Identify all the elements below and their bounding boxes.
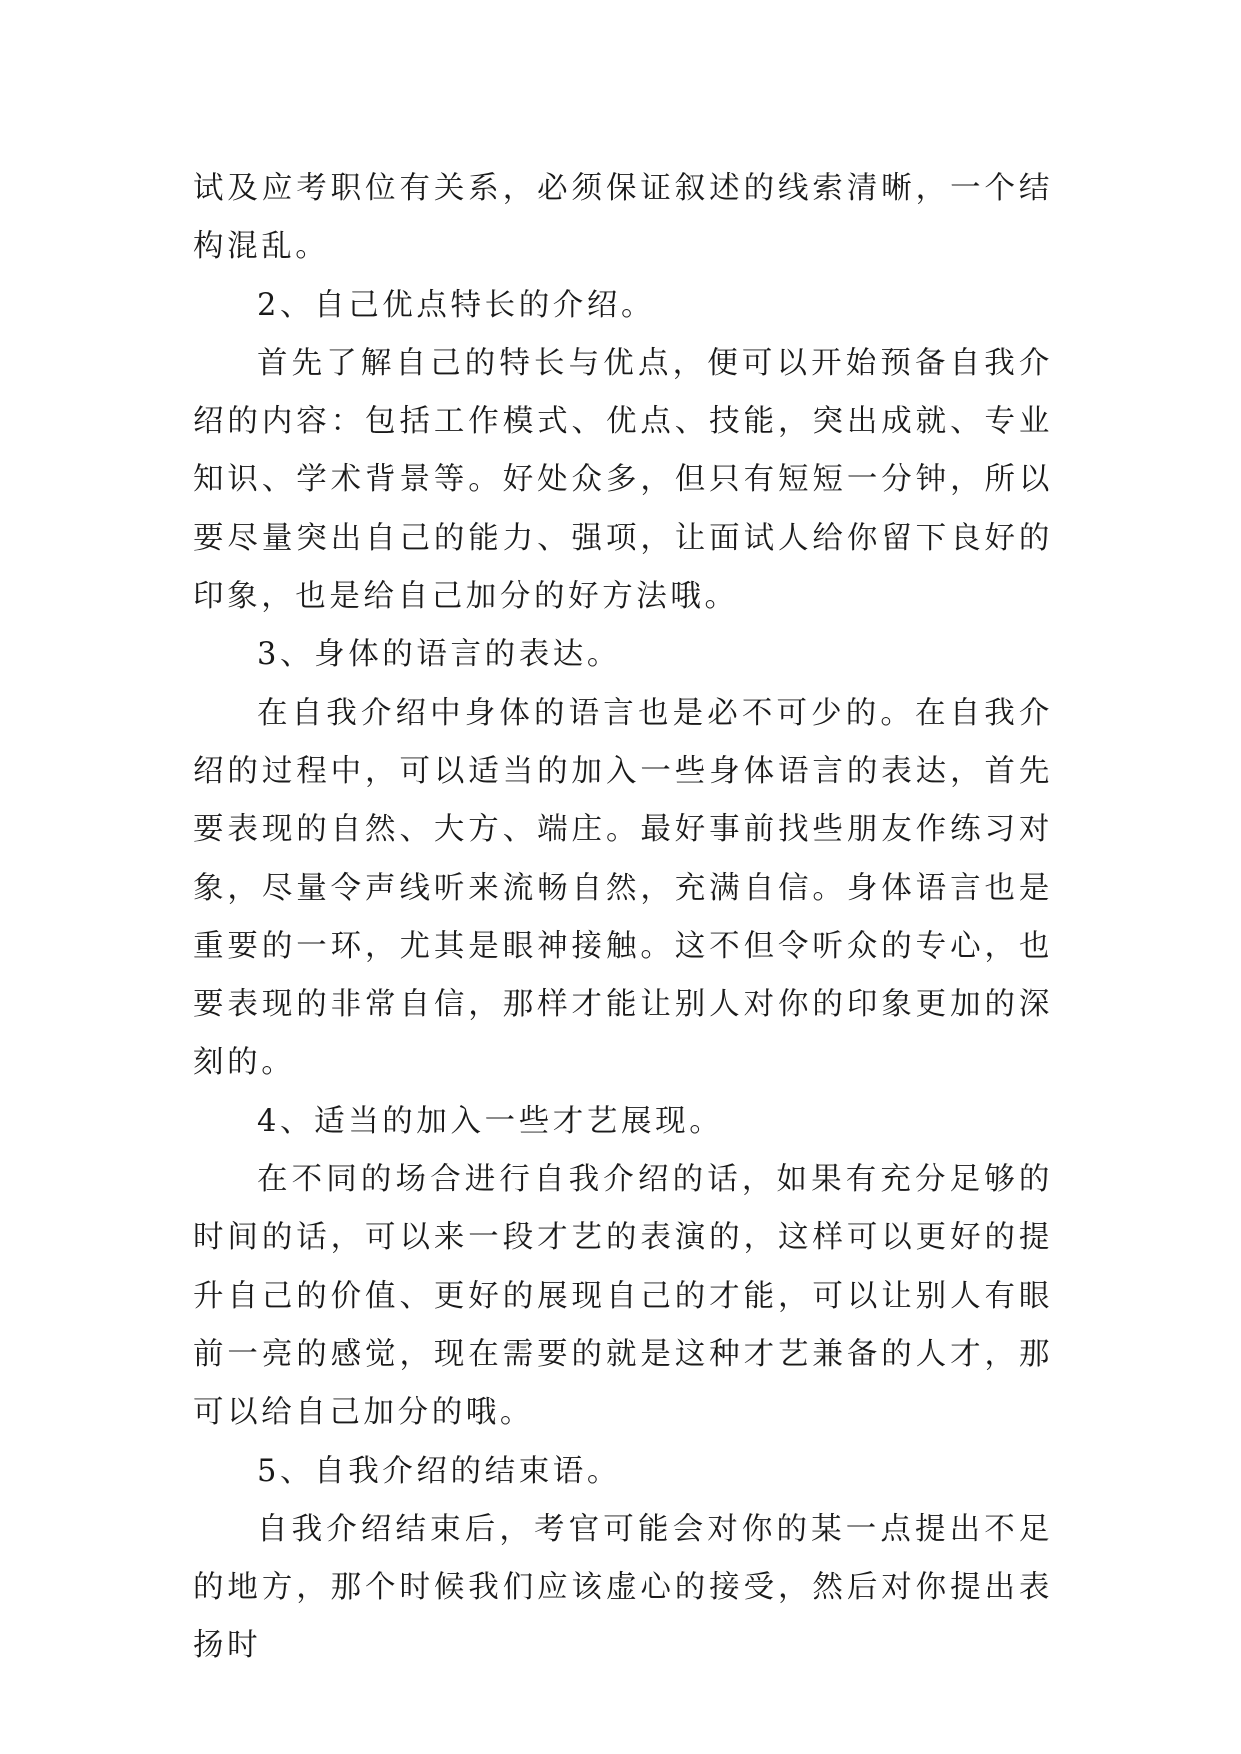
paragraph-talent: 在不同的场合进行自我介绍的话，如果有充分足够的时间的话，可以来一段才艺的表演的，这样可以更好的提升自己的价值、更好的展现自己的才能，可以让别人有眼前一亮的感觉，现在需要的就是这种才艺兼备的人才，那可以给自己加分的哦。	[193, 1162, 1053, 1431]
section-heading-closing: 5、自我介绍的结束语。	[257, 1453, 622, 1489]
document-body	[193, 160, 1053, 1676]
paragraph-closing: 自我介绍结束后，考官可能会对你的某一点提出不足的地方，那个时候我们应该虚心的接受，然后对你提出表扬时	[193, 1511, 1053, 1664]
paragraph-body-language: 在自我介绍中身体的语言也是必不可少的。在自我介绍的过程中，可以适当的加入一些身体语言的表达，首先要表现的自然、大方、端庄。最好事前找些朋友作练习对象，尽量令声线听来流畅自然，充满自信。身体语言也是重要的一环，尤其是眼神接触。这不但令听众的专心，也要表现的非常自信，那样才能让别人对你的印象更加的深刻的。	[193, 695, 1053, 1081]
section-heading-body-language: 3、身体的语言的表达。	[257, 637, 622, 673]
paragraph-continuation: 试及应考职位有关系，必须保证叙述的线索清晰，一个结构混乱。	[193, 171, 1053, 265]
section-heading-strengths: 2、自己优点特长的介绍。	[257, 287, 656, 323]
paragraph-strengths: 首先了解自己的特长与优点，便可以开始预备自我介绍的内容：包括工作模式、优点、技能，突出成就、专业知识、学术背景等。好处众多，但只有短短一分钟，所以要尽量突出自己的能力、强项，让面试人给你留下良好的印象，也是给自己加分的好方法哦。	[193, 345, 1053, 615]
section-heading-talent: 4、适当的加入一些才艺展现。	[257, 1103, 724, 1139]
